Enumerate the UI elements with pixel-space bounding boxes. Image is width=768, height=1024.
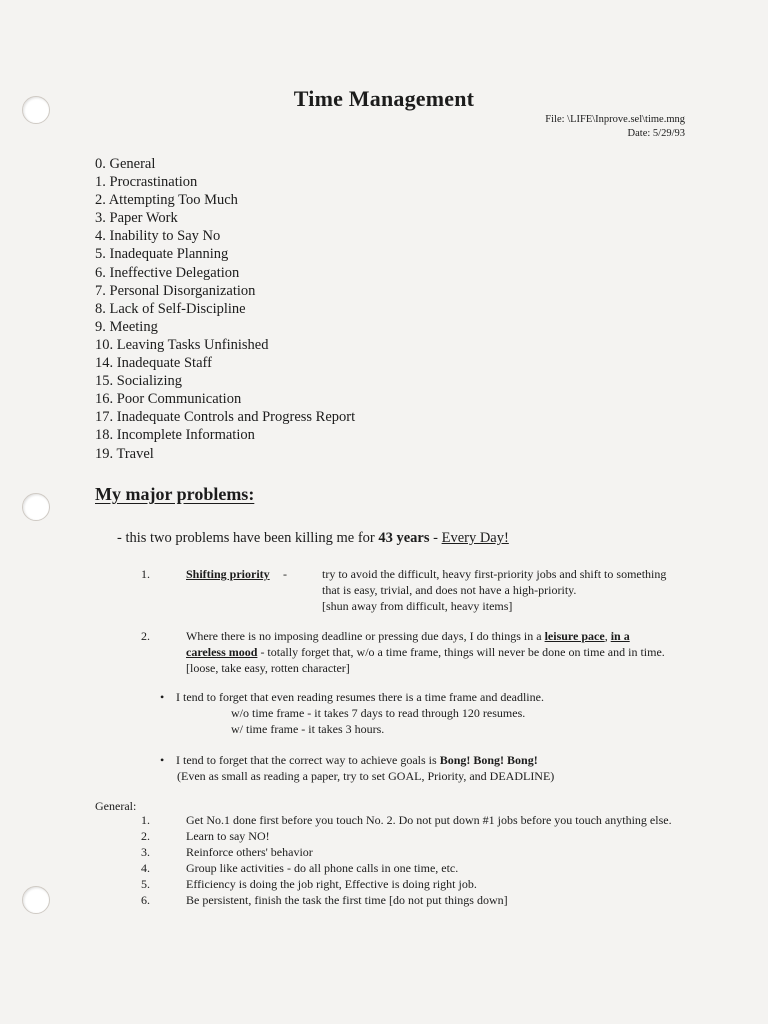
binder-hole-bottom	[22, 886, 50, 914]
tip-number: 2.	[141, 829, 150, 843]
bullet-resumes-line2: w/o time frame - it takes 7 days to read through 120 resumes.	[231, 706, 526, 720]
topic-item: 5. Inadequate Planning	[95, 246, 229, 263]
list-item	[141, 892, 681, 908]
bullet-icon: •	[160, 690, 165, 704]
general-tips-list	[141, 812, 681, 908]
topic-item: 9. Meeting	[95, 318, 158, 335]
major-problems-intro	[117, 530, 509, 547]
tip-number: 1.	[141, 813, 150, 827]
tip-number: 4.	[141, 861, 150, 875]
file-path: File: \LIFE\Inprove.sel\time.mng	[545, 114, 685, 125]
topic-item: 17. Inadequate Controls and Progress Report	[95, 409, 356, 426]
list-item	[141, 844, 681, 860]
topic-item: 4. Inability to Say No	[95, 228, 221, 245]
major-problems-heading: My major problems:	[95, 484, 255, 504]
problem-1-dash: -	[283, 567, 287, 581]
binder-hole-middle	[22, 493, 50, 521]
list-item	[141, 860, 681, 876]
list-item	[141, 876, 681, 892]
topic-item: 19. Travel	[95, 445, 154, 462]
topic-list	[95, 155, 355, 463]
bullet-goals-bong: Bong! Bong! Bong!	[439, 753, 538, 767]
topic-item: 18. Incomplete Information	[95, 427, 255, 444]
topic-item: 10. Leaving Tasks Unfinished	[95, 336, 269, 353]
problem-1-label: Shifting priority	[186, 567, 270, 581]
topic-item: 14. Inadequate Staff	[95, 355, 212, 372]
bullet-resumes-line3: w/ time frame - it takes 3 hours.	[231, 722, 385, 736]
problem-2-comma: ,	[604, 629, 611, 643]
topic-item: 6. Ineffective Delegation	[95, 264, 240, 281]
intro-every-day: Every Day!	[441, 530, 509, 546]
bullet-icon: •	[160, 753, 165, 767]
bullet-resumes-line1: I tend to forget that even reading resumes there is a time frame and deadline.	[176, 690, 544, 704]
tip-text: Group like activities - do all phone calls in one time, etc.	[186, 861, 459, 875]
topic-item: 3. Paper Work	[95, 210, 178, 227]
topic-item: 2. Attempting Too Much	[95, 192, 238, 209]
topic-item: 8. Lack of Self-Discipline	[95, 300, 246, 317]
problem-2-text-b: - totally forget that, w/o a time frame, things will never be done on time and in time. [loose, take easy, rotten character]	[186, 645, 665, 675]
bullet-goals-line2: (Even as small as reading a paper, try to set GOAL, Priority, and DEADLINE)	[177, 769, 555, 783]
tip-number: 3.	[141, 845, 150, 859]
file-info	[545, 113, 685, 141]
problem-1-note: [shun away from difficult, heavy items]	[322, 599, 513, 613]
bullet-resumes	[160, 689, 544, 737]
tip-text: Be persistent, finish the task the first time [do not put things down]	[186, 893, 508, 907]
problem-1-description	[322, 566, 682, 614]
tip-number: 6.	[141, 893, 150, 907]
problem-2-text-a: Where there is no imposing deadline or pressing due days, I do things in a	[186, 629, 545, 643]
list-item	[141, 812, 681, 828]
list-item	[141, 828, 681, 844]
problem-2-careless-mood: in a careless mood	[186, 629, 630, 659]
file-date: Date: 5/29/93	[627, 128, 685, 139]
tip-text: Get No.1 done first before you touch No. 2. Do not put down #1 jobs before you touch anything else.	[186, 813, 672, 827]
tip-text: Reinforce others' behavior	[186, 845, 313, 859]
bullet-goals	[160, 752, 554, 784]
topic-item: 16. Poor Communication	[95, 391, 242, 408]
problem-1-text: try to avoid the difficult, heavy first-priority jobs and shift to something that is easy, trivial, and does not have a high-priority.	[322, 567, 667, 597]
bullet-goals-prefix: I tend to forget that the correct way to achieve goals is	[176, 753, 440, 767]
page-title: Time Management	[293, 86, 475, 111]
topic-item: 7. Personal Disorganization	[95, 282, 256, 299]
topic-item: 15. Socializing	[95, 373, 182, 390]
topic-item: 1. Procrastination	[95, 174, 198, 191]
tip-text: Efficiency is doing the job right, Effective is doing right job.	[186, 877, 477, 891]
intro-mid: -	[429, 530, 442, 546]
problem-1-number: 1.	[141, 567, 150, 581]
problem-2-description	[186, 628, 666, 676]
general-label: General:	[95, 799, 137, 813]
topic-item: 0. General	[95, 156, 156, 172]
intro-years: 43 years	[378, 530, 430, 546]
problem-2-number: 2.	[141, 629, 150, 643]
tip-text: Learn to say NO!	[186, 829, 270, 843]
problem-2-leisure-pace: leisure pace	[544, 629, 605, 643]
tip-number: 5.	[141, 877, 150, 891]
intro-prefix: - this two problems have been killing me for	[117, 530, 379, 546]
